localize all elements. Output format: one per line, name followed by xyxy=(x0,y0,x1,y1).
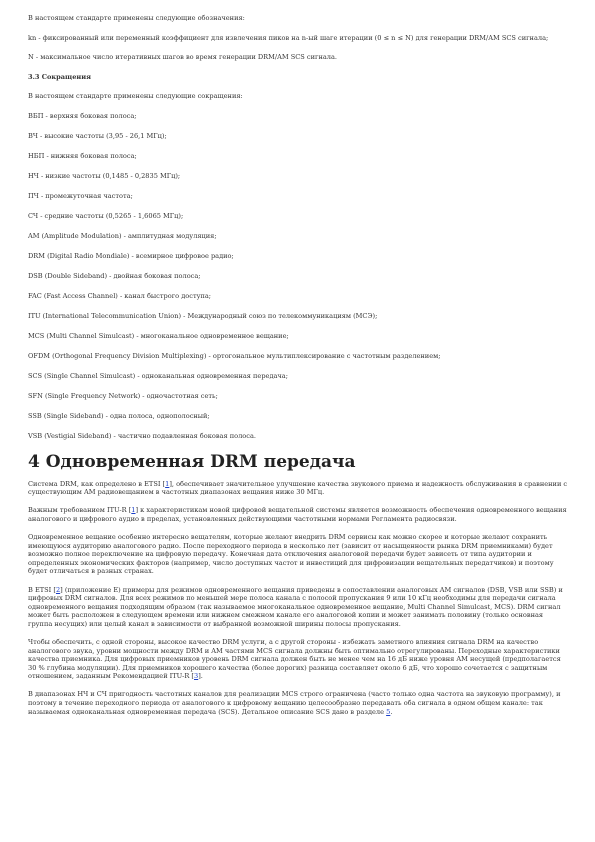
paragraph-text: ], обеспечивает значительное улучшение качества звукового приема и надежность обслуживания в сравнении с существующим AM радиовещанием в частотных диапазонах вещания ниже 30 МГц. xyxy=(28,479,568,497)
abbreviation-item: OFDM (Orthogonal Frequency Division Multiplexing) - ортогональное мультиплексирование с частотным разделением; xyxy=(28,351,441,360)
abbreviation-item: ПЧ - промежуточная частота; xyxy=(28,191,133,200)
abbreviation-item: DRM (Digital Radio Mondiale) - всемирное цифровое радио; xyxy=(28,251,234,260)
reference-link[interactable]: 1 xyxy=(131,506,136,515)
section-4-paragraph-6 xyxy=(28,690,568,716)
abbreviation-item: НБП - нижняя боковая полоса; xyxy=(28,151,137,160)
section-3-3-heading: 3.3 Сокращения xyxy=(28,72,91,81)
intro-line-1: В настоящем стандарте применены следующие обозначения: xyxy=(28,14,245,22)
intro-line-3: N - максимальное число итеративных шагов во время генерации DRM/AM SCS сигнала. xyxy=(28,53,337,62)
section-4-paragraph-2 xyxy=(28,506,568,523)
abbreviation-item: ITU (International Telecommunication Union) - Международный союз по телекоммуникациям (МСЭ); xyxy=(28,311,378,320)
abbreviation-item: SCS (Single Channel Simulcast) - одноканальная одновременная передача; xyxy=(28,371,288,380)
abbreviation-item: AM (Amplitude Modulation) - амплитудная модуляция; xyxy=(28,231,217,240)
abbreviation-item: СЧ - средние частоты (0,5265 - 1,6065 МГц); xyxy=(28,211,184,220)
section-link[interactable]: 5 xyxy=(386,707,391,716)
section-4-paragraph-1 xyxy=(28,480,568,497)
reference-link[interactable]: 2 xyxy=(55,585,61,594)
paragraph-text: В диапазонах НЧ и СЧ пригодность частотных каналов для реализации MCS строго ограничена (часто только одна частота на звуковую программу), и поэтому в течение переходного периода от аналогового к цифровому вещанию целесообразно передавать оба сигнала в одном общем канале: так называемая одноканальная одновременная передача (SCS). Детальное описание SCS дано в разделе xyxy=(28,690,561,716)
abbreviation-item: DSB (Double Sideband) - двойная боковая полоса; xyxy=(28,271,201,280)
intro-line-2: kn - фиксированный или переменный коэффициент для извлечения пиков на n-ый шаге итерации (0 ≤ n ≤ N) для генерации DRM/AM SCS сигнала; xyxy=(28,33,549,42)
paragraph-text: В ETSI [ xyxy=(28,585,56,594)
section-4-heading: 4 Одновременная DRM передача xyxy=(28,451,356,472)
paragraph-text: . xyxy=(390,707,393,716)
section-3-3-lead: В настоящем стандарте применены следующие сокращения: xyxy=(28,92,243,101)
abbreviation-item: ВЧ - высокие частоты (3,95 - 26,1 МГц); xyxy=(28,131,167,140)
abbreviation-item: SFN (Single Frequency Network) - одночастотная сеть; xyxy=(28,391,218,400)
abbreviation-item: НЧ - низкие частоты (0,1485 - 0,2835 МГц); xyxy=(28,171,181,180)
document-page xyxy=(28,14,568,726)
section-4-paragraph-4 xyxy=(28,586,568,629)
reference-link[interactable]: 1 xyxy=(165,479,170,488)
paragraph-text: ] к характеристикам новой цифровой вещательной системы является возможность обеспечения одновременного вещания аналогового и цифрового аудио в пределах, установленных действующими частотными нормами Регламента радиосвязи. xyxy=(28,506,567,523)
abbreviation-item: FAC (Fast Access Channel) - канал быстрого доступа; xyxy=(28,291,212,300)
section-4-paragraph-3 xyxy=(28,533,568,576)
reference-link[interactable]: 3 xyxy=(194,672,199,681)
paragraph-text: Система DRM, как определено в ETSI [ xyxy=(28,479,166,488)
abbreviation-item: VSB (Vestigial Sideband) - частично подавленная боковая полоса. xyxy=(28,431,256,440)
paragraph-text: Одновременное вещание особенно интересно вещателям, которые желают внедрить DRM сервисы как можно скорее и которые желают сохранить имеющуюся аудиторию аналогового радио. После переходного периода в несколько лет (зависит от насыщенности рынка DRM приемниками) будет возможно полное переключение на цифровую передачу. Конечная дата отключения аналоговой передачи будет зависеть от типа аудитории и определенных экономических факторов (например, число доступных частот и инвестиций для цифровизации вещательных передатчиков) и поэтому будет отличаться в разных странах. xyxy=(28,533,554,576)
paragraph-text: Важным требованием ITU-R [ xyxy=(28,506,132,515)
paragraph-text: ] (приложение E) примеры для режимов одновременного вещания приведены в сопоставлении аналоговых AM сигналов (DSB, VSB или SSB) и цифровых DRM сигналов. Для всех режимов по меньшей мере полоса канала с полосой пропускания 9 или 10 кГц необходимы для передачи сигнала одновременного вещания подходящим образом (так называемое многоканальное одновременное вещание, Multi Channel Simulcast, MCS). DRM сигнал может быть расположен в следующем времени или нижнем смежном канале его аналоговой копии и может занимать половину (только основная группа несущих) или целый канал в зависимости от выбранной возможной ширины полосы пропускания. xyxy=(28,585,563,628)
section-4-paragraph-5 xyxy=(28,638,568,681)
abbreviation-item: ВБП - верхняя боковая полоса; xyxy=(28,111,137,120)
paragraph-text: Чтобы обеспечить, с одной стороны, высокое качество DRM услуги, а с другой стороны - избежать заметного влияния сигнала DRM на качество аналогового звука, уровни мощности между DRM и AM частями MCS сигнала должны быть оптимально отрегулированы. Переходные характеристики качества приемника. Для цифровых приемников уровень DRM сигнала должен быть не менее чем на 16 дБ ниже уровня AM несущей (предполагается 30 % глубина модуляции). Для приемников хорошего качества (более дорогих) разница составляет около 6 дБ, что хорошо сочетается с защитным отношением, заданным Рекомендацией ITU-R [ xyxy=(28,638,561,681)
abbreviation-item: MCS (Multi Channel Simulcast) - многоканальное одновременное вещание; xyxy=(28,331,289,340)
paragraph-text: ]. xyxy=(198,672,203,681)
abbreviation-item: SSB (Single Sideband) - одна полоса, однополосный; xyxy=(28,411,210,420)
